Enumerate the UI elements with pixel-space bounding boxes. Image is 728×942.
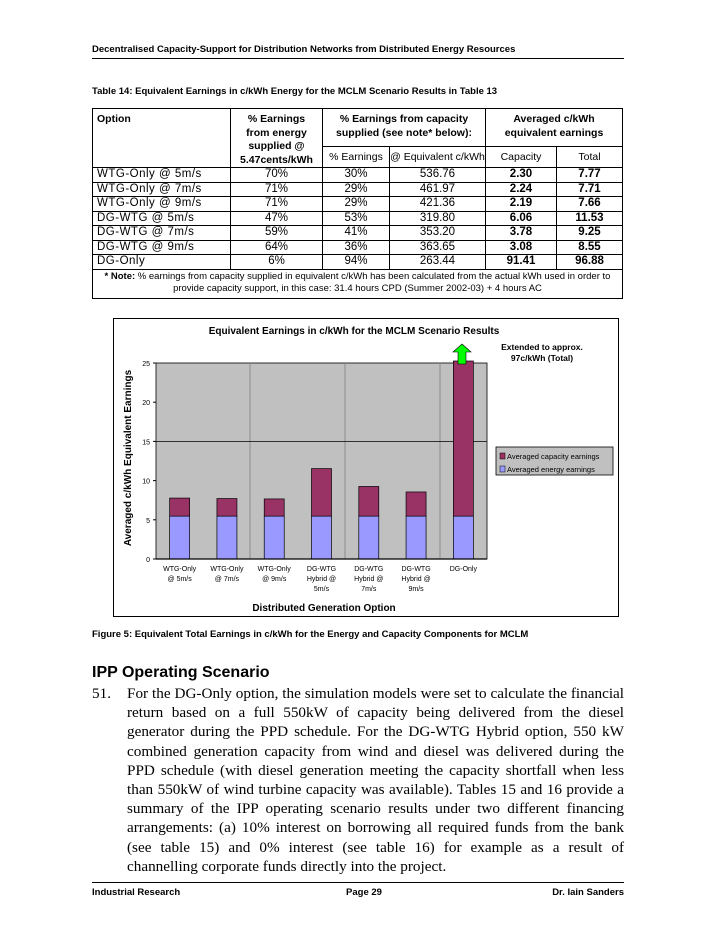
cell-energy-pct: 70%	[231, 168, 323, 183]
cell-capacity-pct: 36%	[323, 240, 390, 255]
header-energy: % Earnings from energy supplied @ 5.47cents/kWh	[231, 109, 323, 168]
bar-capacity	[264, 499, 284, 516]
footer-rule	[92, 882, 624, 883]
y-tick-label: 5	[146, 517, 150, 525]
x-tick-label: DG-Only	[449, 566, 477, 573]
x-tick-label: 5m/s	[313, 586, 330, 593]
bar-energy	[359, 516, 379, 559]
paragraph-text: For the DG-Only option, the simulation models were set to calculate the financial return based on a full 550kW of capacity being delivered from the diesel generator during the PPD schedule. For the DG-WTG Hybrid option, 550 kW combined generation capacity from wind and diesel was delivered during the PPD schedule (with diesel generation meeting the capacity shortfall when less than 550kW of wind turbine capacity was available). Tables 15 and 16 provide a summary of the IPP operating scenario results under two different financing arrangements: (a) 10% interest on borrowing all required funds from the bank (see table 15) and 0% interest (see table 16) for example as a result of channelling corporate funds directly into the project.	[127, 685, 624, 875]
cell-capacity-pct: 53%	[323, 211, 390, 226]
table-row	[93, 255, 623, 270]
y-tick-label: 0	[146, 557, 150, 564]
bar-capacity	[359, 486, 379, 516]
x-tick-label: @ 5m/s	[167, 576, 192, 583]
cell-option: DG-WTG @ 9m/s	[93, 240, 231, 255]
footer-right: Dr. Iain Sanders	[552, 887, 624, 898]
table-row	[93, 240, 623, 255]
cell-capacity-pct: 29%	[323, 182, 390, 197]
stacked-bar-chart	[114, 319, 618, 616]
note-label: * Note:	[104, 270, 136, 282]
cell-equiv: 421.36	[390, 197, 486, 212]
subheader-equiv: @ Equivalent c/kWh	[390, 146, 486, 167]
earnings-table	[92, 108, 623, 299]
x-tick-label: WTG-Only	[257, 566, 291, 573]
x-tick-label: DG-WTG	[306, 566, 337, 573]
table-row	[93, 168, 623, 183]
cell-option: DG-Only	[93, 255, 231, 270]
x-tick-label: Hybrid @	[354, 576, 384, 583]
cell-avg-capacity: 3.08	[486, 240, 557, 255]
paragraph-number: 51.	[92, 685, 111, 702]
running-header: Decentralised Capacity-Support for Distribution Networks from Distributed Energy Resources	[92, 44, 516, 55]
subheader-pct: % Earnings	[323, 146, 390, 167]
cell-capacity-pct: 30%	[323, 168, 390, 183]
cell-equiv: 319.80	[390, 211, 486, 226]
legend-swatch-energy	[500, 466, 505, 472]
chart-title: Equivalent Earnings in c/kWh for the MCLM Scenario Results	[208, 326, 500, 337]
cell-equiv: 263.44	[390, 255, 486, 270]
x-axis-label: Distributed Generation Option	[252, 603, 396, 614]
cell-avg-total: 8.55	[557, 240, 623, 255]
cell-equiv: 353.20	[390, 226, 486, 241]
cell-avg-capacity: 2.30	[486, 168, 557, 183]
x-tick-label: @ 7m/s	[214, 576, 240, 583]
x-tick-label: Hybrid @	[306, 576, 337, 583]
cell-energy-pct: 47%	[231, 211, 323, 226]
x-tick-label: @ 9m/s	[262, 576, 287, 583]
cell-capacity-pct: 29%	[323, 197, 390, 212]
cell-option: DG-WTG @ 5m/s	[93, 211, 231, 226]
cell-avg-capacity: 91.41	[486, 255, 557, 270]
cell-avg-capacity: 2.19	[486, 197, 557, 212]
header-rule	[92, 58, 624, 59]
y-axis-label: Averaged c/kWh Equivalent Earnings	[123, 369, 134, 547]
cell-option: DG-WTG @ 7m/s	[93, 226, 231, 241]
note-text: % earnings from capacity supplied in equivalent c/kWh has been calculated from the actual kWh used in order to provide capacity support, in this case: 31.4 hours CPD (Summer 2002-03) + 4 hours AC	[135, 270, 611, 294]
annotation-line-2: 97c/kWh (Total)	[510, 353, 574, 363]
table-row	[93, 226, 623, 241]
cell-avg-capacity: 2.24	[486, 182, 557, 197]
table-row	[93, 197, 623, 212]
x-tick-label: 9m/s	[408, 586, 424, 593]
y-tick-label: 25	[142, 361, 150, 368]
cell-avg-total: 9.25	[557, 226, 623, 241]
legend-energy: Averaged energy earnings	[507, 465, 595, 474]
x-tick-label: WTG-Only	[163, 566, 197, 573]
bar-energy	[264, 516, 284, 559]
header-averaged: Averaged c/kWh equivalent earnings	[486, 109, 623, 147]
bar-energy	[170, 516, 190, 559]
footer-page: Page 29	[346, 887, 382, 898]
subheader-total: Total	[557, 146, 623, 167]
legend-capacity: Averaged capacity earnings	[507, 452, 600, 461]
x-tick-label: 7m/s	[361, 586, 377, 593]
bar-capacity	[453, 361, 473, 516]
x-tick-label: Hybrid @	[401, 576, 431, 583]
cell-equiv: 536.76	[390, 168, 486, 183]
bar-energy	[312, 516, 332, 559]
cell-option: WTG-Only @ 7m/s	[93, 182, 231, 197]
cell-avg-total: 96.88	[557, 255, 623, 270]
legend	[496, 447, 613, 475]
bar-capacity	[217, 499, 237, 517]
cell-avg-capacity: 3.78	[486, 226, 557, 241]
cell-energy-pct: 71%	[231, 182, 323, 197]
cell-avg-capacity: 6.06	[486, 211, 557, 226]
header-option: Option	[93, 109, 231, 168]
cell-avg-total: 7.77	[557, 168, 623, 183]
cell-energy-pct: 6%	[231, 255, 323, 270]
footer-left: Industrial Research	[92, 887, 181, 898]
table-caption: Table 14: Equivalent Earnings in c/kWh Energy for the MCLM Scenario Results in Table 13	[92, 86, 498, 97]
x-tick-label: WTG-Only	[210, 566, 244, 573]
legend-swatch-capacity	[500, 453, 505, 459]
bar-energy	[406, 516, 426, 559]
header-capacity: % Earnings from capacity supplied (see note* below):	[323, 109, 486, 147]
table-row	[93, 182, 623, 197]
cell-option: WTG-Only @ 5m/s	[93, 168, 231, 183]
paragraph-51	[92, 684, 624, 876]
figure-caption: Figure 5: Equivalent Total Earnings in c/kWh for the Energy and Capacity Components for MCLM	[92, 629, 529, 640]
bar-energy	[217, 516, 237, 559]
x-tick-label: DG-WTG	[401, 566, 431, 573]
cell-capacity-pct: 94%	[323, 255, 390, 270]
cell-option: WTG-Only @ 9m/s	[93, 197, 231, 212]
cell-avg-total: 7.71	[557, 182, 623, 197]
bar-capacity	[406, 492, 426, 516]
x-tick-label: DG-WTG	[354, 566, 384, 573]
cell-equiv: 461.97	[390, 182, 486, 197]
cell-energy-pct: 64%	[231, 240, 323, 255]
chart-frame	[113, 318, 619, 617]
y-tick-label: 15	[142, 439, 150, 447]
cell-equiv: 363.65	[390, 240, 486, 255]
cell-avg-total: 7.66	[557, 197, 623, 212]
subheader-capacity: Capacity	[486, 146, 557, 167]
cell-capacity-pct: 41%	[323, 226, 390, 241]
cell-energy-pct: 59%	[231, 226, 323, 241]
bar-energy	[453, 516, 473, 559]
y-tick-label: 10	[142, 478, 150, 486]
section-heading: IPP Operating Scenario	[92, 664, 270, 681]
cell-energy-pct: 71%	[231, 197, 323, 212]
annotation-line-1: Extended to approx.	[501, 342, 583, 352]
bar-capacity	[170, 498, 190, 516]
cell-avg-total: 11.53	[557, 211, 623, 226]
table-note	[93, 269, 623, 298]
y-tick-label: 20	[142, 400, 150, 408]
table-row	[93, 211, 623, 226]
bar-capacity	[312, 469, 332, 517]
